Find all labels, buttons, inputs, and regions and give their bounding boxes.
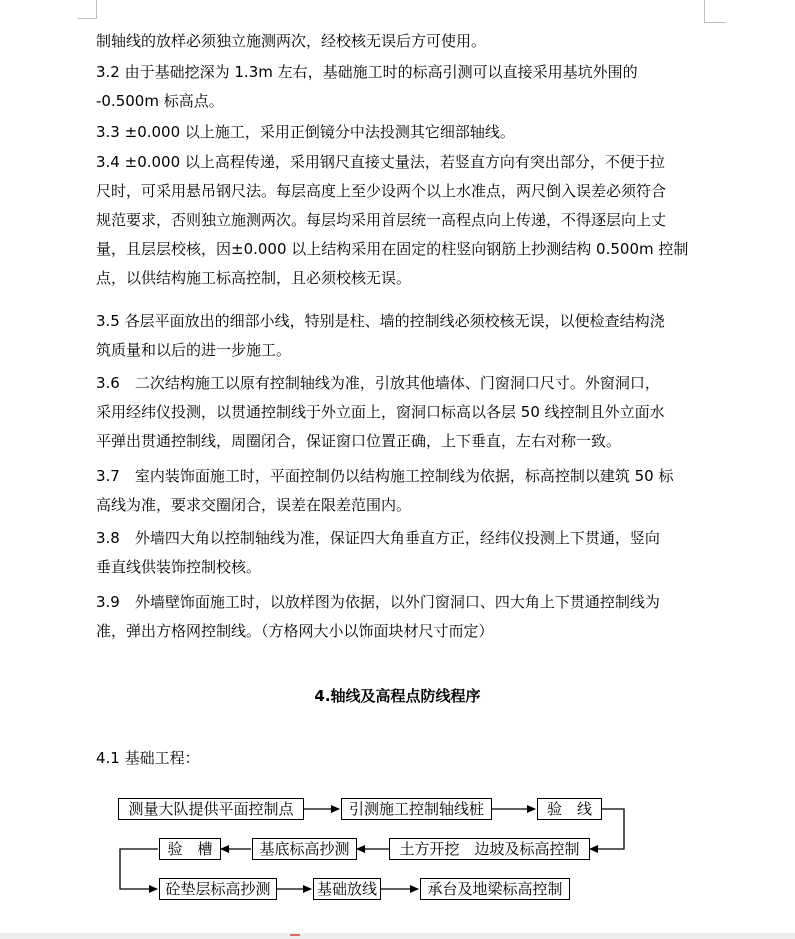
text-line: 3.5 各层平面放出的细部小线，特别是柱、墙的控制线必须校核无误，以便检查结构浇 — [96, 312, 665, 330]
text-line: 规范要求，否则独立施测两次。每层均采用首层统一高程点向上传递，不得逐层向上丈 — [96, 211, 667, 229]
text-line: 量，且层层校核，因±0.000 以上结构采用在固定的柱竖向钢筋上抄测结构 0.500m 控制 — [96, 240, 689, 258]
text-line: 尺时，可采用悬吊钢尺法。每层高度上至少设两个以上水准点，两尺倒入误差必须符合 — [96, 182, 667, 200]
flow-step-control-points: 测量大队提供平面控制点 — [118, 798, 304, 820]
flow-step-trench-check: 验 槽 — [159, 838, 221, 860]
text-line: 准，弹出方格网控制线。（方格网大小以饰面块材尺寸而定） — [96, 622, 494, 640]
flow-step-cap-beam-elevation: 承台及地梁标高控制 — [420, 878, 570, 900]
subsection-title: 4.1 基础工程： — [96, 749, 200, 767]
text-line: 3.8 外墙四大角以控制轴线为准，保证四大角垂直方正，经纬仪投测上下贯通，竖向 — [96, 529, 660, 547]
cursor-mark — [290, 934, 300, 936]
flow-step-axis-stakes: 引测施工控制轴线桩 — [341, 798, 492, 820]
text-line: 3.2 由于基础挖深为 1.3m 左右，基础施工时的标高引测可以直接采用基坑外围的 — [96, 63, 638, 81]
text-line: -0.500m 标高点。 — [96, 92, 224, 110]
text-line: 3.9 外墙壁饰面施工时，以放样图为依据，以外门窗洞口、四大角上下贯通控制线为 — [96, 593, 660, 611]
flow-step-cushion-elevation: 砼垫层标高抄测 — [159, 878, 277, 900]
flow-step-base-elevation: 基底标高抄测 — [252, 838, 357, 860]
page-bottom-edge — [0, 933, 795, 939]
text-line: 3.7 室内装饰面施工时，平面控制仍以结构施工控制线为依据，标高控制以建筑 50 标 — [96, 467, 674, 485]
text-line: 筑质量和以后的进一步施工。 — [96, 341, 292, 359]
text-line: 平弹出贯通控制线，周圈闭合，保证窗口位置正确，上下垂直，左右对称一致。 — [96, 432, 622, 450]
text-line: 垂直线供装饰控制校核。 — [96, 558, 262, 576]
text-line: 3.6 二次结构施工以原有控制轴线为准，引放其他墙体、门窗洞口尺寸。外窗洞口， — [96, 374, 660, 392]
text-line: 点，以供结构施工标高控制，且必须校核无误。 — [96, 269, 412, 287]
section-heading: 4.轴线及高程点防线程序 — [314, 687, 481, 705]
text-line: 3.4 ±0.000 以上高程传递，采用钢尺直接丈量法，若竖直方向有突出部分，不便于拉 — [96, 153, 665, 171]
text-line: 高线为准，要求交圈闭合，误差在限差范围内。 — [96, 496, 412, 514]
arrow-connector-down-right — [120, 849, 158, 889]
text-line: 采用经纬仪投测，以贯通控制线于外立面上，窗洞口标高以各层 50 线控制且外立面水 — [96, 403, 665, 421]
text-line: 制轴线的放样必须独立施测两次，经校核无误后方可使用。 — [96, 32, 487, 50]
flow-step-foundation-layout: 基础放线 — [313, 878, 381, 900]
flow-step-line-check: 验 线 — [537, 798, 602, 820]
flow-step-excavation: 土方开挖 边坡及标高控制 — [389, 838, 590, 860]
text-line: 3.3 ±0.000 以上施工，采用正倒镜分中法投测其它细部轴线。 — [96, 123, 515, 141]
